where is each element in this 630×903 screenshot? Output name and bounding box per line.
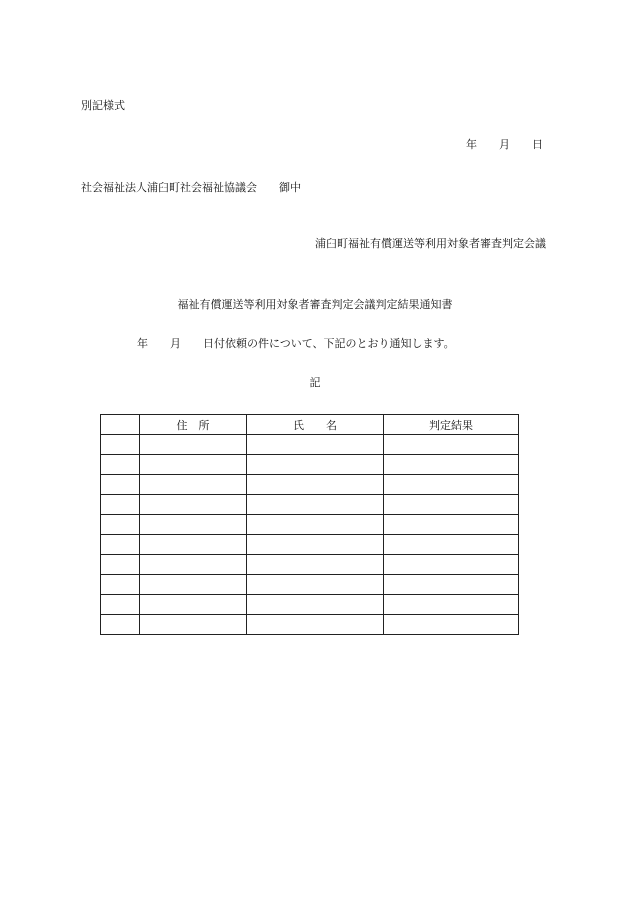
- date-month-label: 月: [499, 138, 510, 151]
- date-year-label: 年: [466, 138, 477, 151]
- row-number-cell: [101, 495, 140, 515]
- row-number-cell: [101, 475, 140, 495]
- result-cell: [384, 455, 519, 475]
- intro-year-label: 年: [137, 337, 148, 350]
- table-row: [101, 615, 519, 635]
- address-cell: [140, 555, 247, 575]
- address-cell: [140, 535, 247, 555]
- row-number-cell: [101, 615, 140, 635]
- result-table: [100, 414, 519, 635]
- document-title: 福祉有償運送等利用対象者審査判定会議判定結果通知書: [177, 298, 453, 311]
- address-cell: [140, 475, 247, 495]
- name-cell: [247, 515, 384, 535]
- result-cell: [384, 595, 519, 615]
- table-row: [101, 455, 519, 475]
- table-row: [101, 515, 519, 535]
- address-cell: [140, 575, 247, 595]
- header-result: 判定結果: [384, 415, 519, 435]
- address-cell: [140, 595, 247, 615]
- table-row: [101, 535, 519, 555]
- table-header-row: [101, 415, 519, 435]
- recipient-honorific: 御中: [279, 181, 301, 194]
- date-day-label: 日: [532, 138, 543, 151]
- table-row: [101, 575, 519, 595]
- row-number-cell: [101, 515, 140, 535]
- row-number-cell: [101, 455, 140, 475]
- result-cell: [384, 615, 519, 635]
- row-number-cell: [101, 595, 140, 615]
- form-label: 別記様式: [81, 99, 125, 112]
- recipient: [81, 181, 301, 195]
- name-cell: [247, 535, 384, 555]
- table-row: [101, 555, 519, 575]
- name-cell: [247, 555, 384, 575]
- result-cell: [384, 575, 519, 595]
- header-name: 氏 名: [247, 415, 384, 435]
- result-cell: [384, 555, 519, 575]
- intro-month-label: 月: [170, 337, 181, 350]
- row-number-cell: [101, 555, 140, 575]
- row-number-cell: [101, 535, 140, 555]
- name-cell: [247, 575, 384, 595]
- row-number-cell: [101, 435, 140, 455]
- header-blank: [101, 415, 140, 435]
- address-cell: [140, 495, 247, 515]
- table-row: [101, 435, 519, 455]
- address-cell: [140, 615, 247, 635]
- date-line: [466, 138, 543, 152]
- name-cell: [247, 435, 384, 455]
- result-cell: [384, 535, 519, 555]
- table-row: [101, 595, 519, 615]
- intro-text: [137, 337, 455, 351]
- row-number-cell: [101, 575, 140, 595]
- sender: 浦臼町福祉有償運送等利用対象者審査判定会議: [315, 237, 546, 250]
- name-cell: [247, 495, 384, 515]
- ki-heading: 記: [309, 376, 321, 389]
- result-cell: [384, 435, 519, 455]
- result-cell: [384, 515, 519, 535]
- address-cell: [140, 455, 247, 475]
- recipient-name: 社会福祉法人浦臼町社会福祉協議会: [81, 181, 257, 194]
- name-cell: [247, 595, 384, 615]
- name-cell: [247, 455, 384, 475]
- address-cell: [140, 515, 247, 535]
- result-cell: [384, 495, 519, 515]
- result-cell: [384, 475, 519, 495]
- intro-body: 日付依頼の件について、下記のとおり通知します。: [203, 337, 455, 350]
- name-cell: [247, 615, 384, 635]
- address-cell: [140, 435, 247, 455]
- table-body: [101, 435, 519, 635]
- header-address: 住 所: [140, 415, 247, 435]
- table-row: [101, 495, 519, 515]
- name-cell: [247, 475, 384, 495]
- table-row: [101, 475, 519, 495]
